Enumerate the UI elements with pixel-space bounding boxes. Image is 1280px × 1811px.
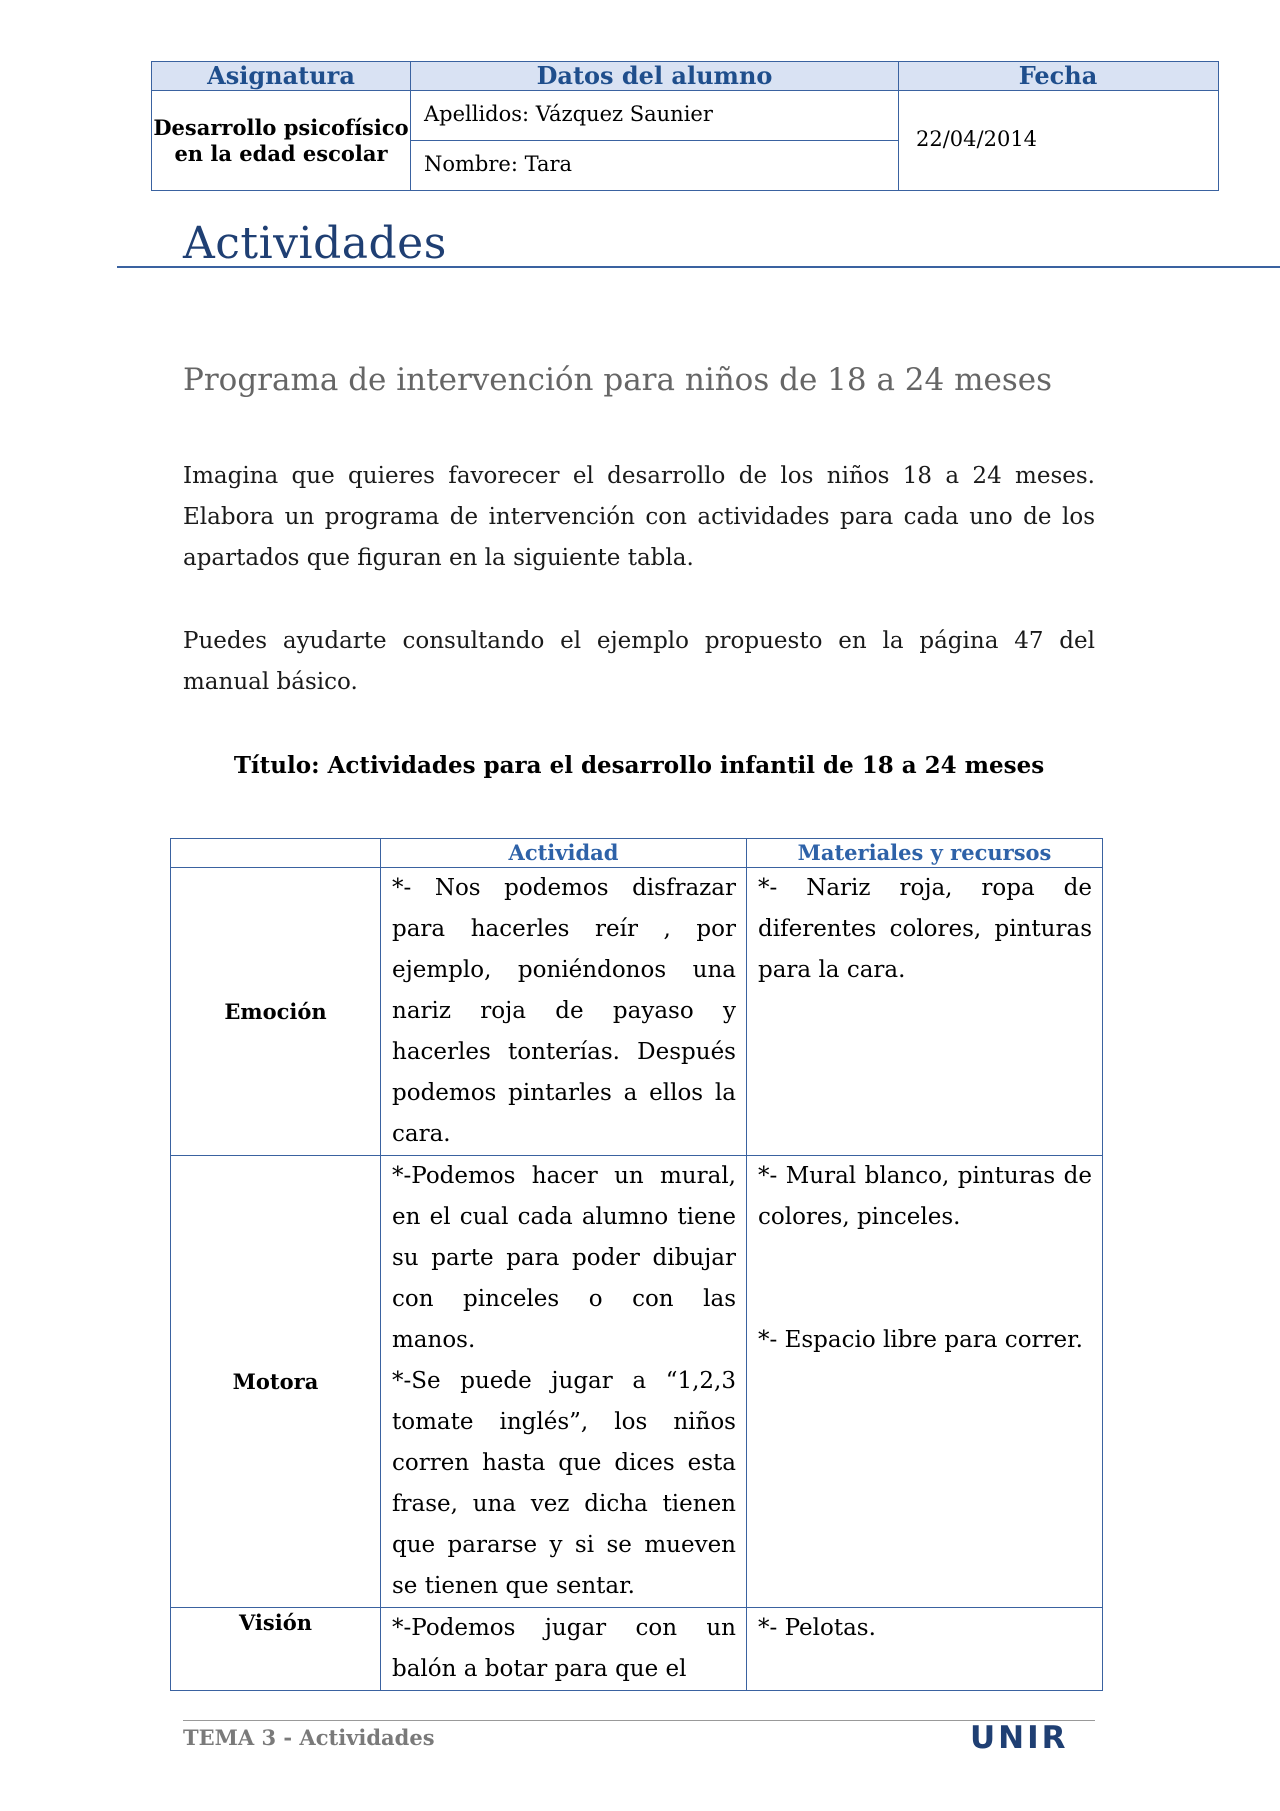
footer-rule — [183, 1720, 1095, 1721]
activity-text: *- Nos podemos disfrazar para hacerles reír , por ejemplo, poniéndonos una nariz roja de payaso y hacerles tonterías. Después podemos pintarles a ellos la cara. — [392, 875, 736, 1147]
activity-table — [170, 838, 1103, 1691]
student-name: Nombre: Tara — [424, 152, 573, 176]
activity-text: *-Podemos jugar con un balón a botar para que el — [392, 1615, 736, 1682]
row-label-vision: Visión — [171, 1608, 381, 1691]
activity-text: *-Podemos hacer un mural, en el cual cada alumno tiene su parte para poder dibujar con pinceles o con las manos. — [392, 1163, 736, 1353]
row-label-motor: Motora — [171, 1156, 381, 1608]
materials-cell — [747, 868, 1103, 1156]
section-subtitle: Programa de intervención para niños de 18 a 24 meses — [183, 362, 1052, 398]
logo-text: UNIR — [970, 1720, 1069, 1756]
unir-logo — [970, 1722, 1069, 1754]
table-header-empty — [171, 839, 381, 868]
table-row — [171, 1608, 1103, 1691]
table-row — [171, 868, 1103, 1156]
table-header-materials: Materiales y recursos — [747, 839, 1103, 868]
activity-cell — [381, 868, 747, 1156]
header-date: Fecha — [1018, 61, 1098, 90]
activity-cell — [381, 1156, 747, 1608]
student-surnames: Apellidos: Vázquez Saunier — [424, 102, 713, 126]
page-title: Actividades — [183, 218, 447, 269]
date-value: 22/04/2014 — [916, 127, 1038, 151]
materials-text: *- Espacio libre para correr. — [758, 1327, 1083, 1353]
materials-cell — [747, 1608, 1103, 1691]
table-row — [171, 1156, 1103, 1608]
header-student-data: Datos del alumno — [536, 61, 773, 90]
header-table — [151, 61, 1219, 191]
table-title: Título: Actividades para el desarrollo infantil de 18 a 24 meses — [233, 752, 1045, 779]
materials-text: *- Pelotas. — [758, 1615, 876, 1641]
subject-name: Desarrollo psicofísico en la edad escolar — [153, 115, 409, 166]
header-subject: Asignatura — [207, 61, 355, 90]
footer-text: TEMA 3 - Actividades — [183, 1725, 435, 1750]
table-header-row — [171, 839, 1103, 868]
materials-text: *- Mural blanco, pinturas de colores, pinceles. — [758, 1163, 1092, 1230]
paragraph: Puedes ayudarte consultando el ejemplo propuesto en la página 47 del manual básico. — [183, 628, 1095, 695]
table-header-activity: Actividad — [381, 839, 747, 868]
title-underline — [117, 266, 1280, 268]
activity-text: *-Se puede jugar a “1,2,3 tomate inglés”, los niños corren hasta que dices esta frase, una vez dicha tienen que pararse y si se mueven se tienen que sentar. — [392, 1368, 736, 1599]
row-divider — [411, 140, 899, 141]
activity-cell — [381, 1608, 747, 1691]
materials-text: *- Nariz roja, ropa de diferentes colores, pinturas para la cara. — [758, 875, 1092, 983]
row-label-emotion: Emoción — [171, 868, 381, 1156]
materials-cell — [747, 1156, 1103, 1608]
paragraph: Imagina que quieres favorecer el desarrollo de los niños 18 a 24 meses. Elabora un programa de intervención con actividades para cada uno de los apartados que figuran en la siguiente tabla. — [183, 463, 1095, 571]
